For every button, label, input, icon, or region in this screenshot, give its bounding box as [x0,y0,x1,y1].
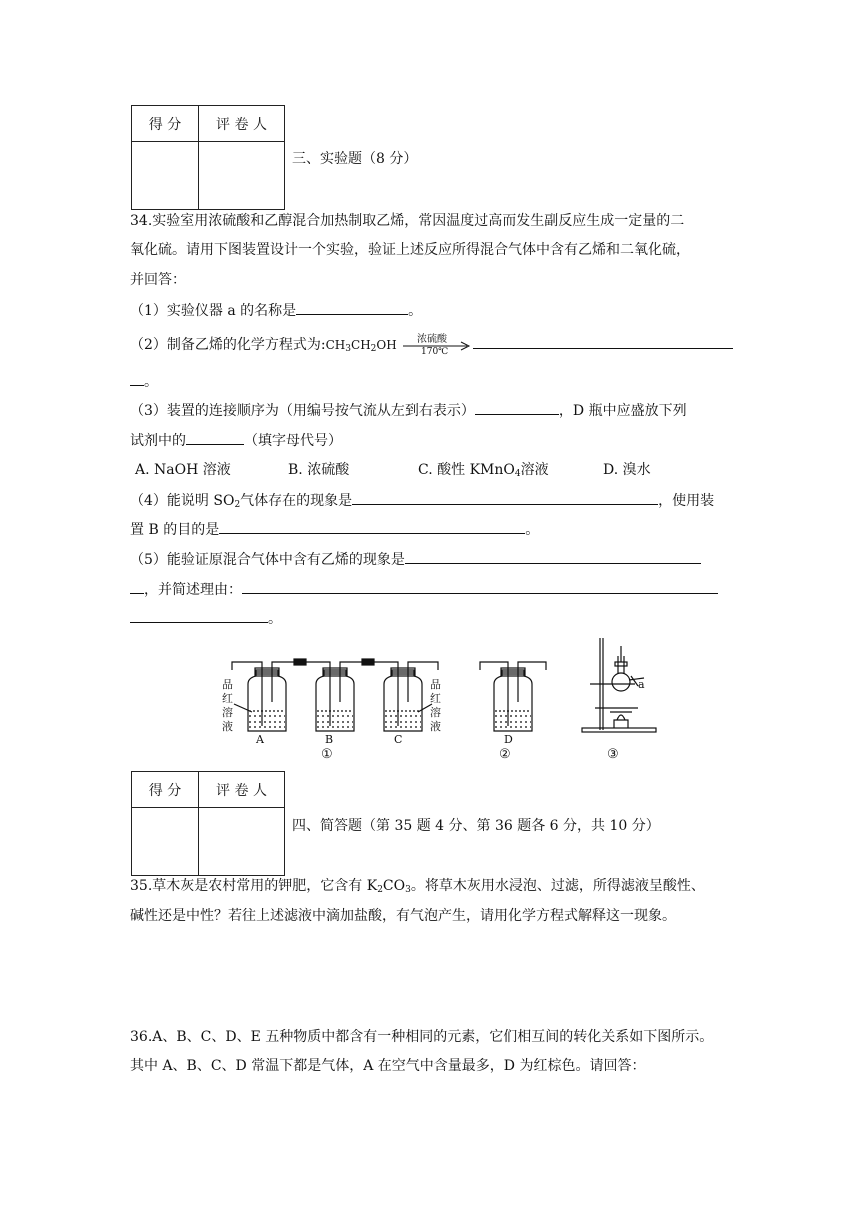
part1-end: 。 [408,303,423,319]
part2-end: 。 [144,374,158,390]
part5-blank-cont[interactable] [130,579,144,594]
part3-text: （3）装置的连接顺序为（用编号按气流从左到右表示） [130,403,475,419]
score-header: 得 分 [132,106,199,142]
label-bottle-a: A [256,733,264,746]
q34-part4-cont [130,519,539,540]
q36-line-1: 36.A、B、C、D、E 五种物质中都含有一种相同的元素，它们相互间的转化关系如下图所示。 [130,1029,714,1045]
part5-end: 。 [268,611,282,627]
part3-text-b: ，D 瓶中应盛放下列 [558,403,687,419]
part2-blank-cont[interactable] [130,371,144,386]
q34-intro-1: 34.实验室用浓硫酸和乙醇混合加热制取乙烯，常因温度过高而发生副反应生成一定量的二 [130,213,685,229]
part5-text: （5）能验证原混合气体中含有乙烯的现象是 [130,552,405,568]
generator-apparatus [582,638,656,732]
section-3-title: 三、实验题（8 分） [292,151,418,167]
q34-part5 [130,549,701,570]
q36-line-2: 其中 A、B、C、D 常温下都是气体，A 在空气中含量最多，D 为红棕色。请回答： [130,1058,646,1074]
score-cell [132,142,199,210]
q34-part1 [130,300,422,321]
q34-intro-2: 氧化硫。请用下图装置设计一个实验，验证上述反应所得混合气体中含有乙烯和二氧化硫， [130,242,690,258]
part4-text-c: ，使用装 [658,493,715,509]
q34-part3-cont [130,430,342,451]
part5-reason-blank[interactable] [242,579,718,594]
bottle-c [384,668,422,731]
part3-order-blank[interactable] [475,400,559,415]
bottle-d [480,662,546,731]
option-c: C. 酸性 KMnO$_4$溶液 [418,462,549,479]
label-pinhong-right-2: 红 [430,692,441,705]
arrow-condition-bottom: 170℃ [421,347,449,357]
label-bottle-c: C [394,733,403,746]
label-pinhong-left-4: 液 [222,720,233,733]
part3-text-c: 试剂中的 [130,433,186,449]
grader-cell-2 [199,808,285,876]
q35-line-2: 碱性还是中性？若往上述滤液中滴加盐酸，有气泡产生，请用化学方程式解释这一现象。 [130,908,676,924]
q34-part3 [130,400,687,421]
q34-part5-cont2 [130,608,282,629]
grader-header-2: 评 卷 人 [199,772,285,808]
part4-text: （4）能说明 SO [130,493,235,509]
score-table-1 [131,105,285,210]
score-cell-2 [132,808,199,876]
q34-part2-cont [130,371,158,392]
part2-blank[interactable] [473,334,733,349]
label-pinhong-right-3: 溶 [430,706,441,719]
q35-line-1: 35.草木灰是农村常用的钾肥，它含有 $K_2CO_3$。将草木灰用水浸泡、过滤，所得滤液呈酸性、 [130,878,705,895]
apparatus-figure [210,632,670,764]
grader-cell [199,142,285,210]
label-pinhong-left-3: 溶 [222,706,233,719]
part3-text-d: （填字母代号） [244,433,342,449]
bottle-b [316,668,354,731]
label-pinhong-left-2: 红 [222,692,233,705]
label-pinhong-right-4: 液 [430,720,441,733]
bottle-a [248,668,286,731]
option-d: D. 溴水 [603,462,651,478]
score-table-2 [131,771,285,876]
q34-part4: （4）能说明 $SO_2$气体存在的现象是 ，使用装 [130,490,714,515]
label-pinhong-left-1: 品 [222,678,233,691]
label-bottle-b: B [325,733,334,746]
option-b: B. 浓硫酸 [288,462,350,478]
part4-text-b: 气体存在的现象是 [240,493,353,509]
part4-purpose-blank[interactable] [219,519,525,534]
part5-text-b: ，并简述理由： [144,582,242,598]
arrow-condition-top: 浓硫酸 [417,334,447,345]
q34-intro-3: 并回答： [130,272,186,288]
part5-phenomenon-blank[interactable] [405,549,701,564]
score-header-2: 得 分 [132,772,199,808]
grader-header: 评 卷 人 [199,106,285,142]
label-pinhong-right-1: 品 [430,678,441,691]
part5-reason-blank-2[interactable] [130,608,268,623]
part1-text: （1）实验仪器 a 的名称是 [130,303,297,319]
ethanol-formula: $CH_3CH_2OH$ [325,338,397,354]
part4-phenomenon-blank[interactable] [352,490,658,505]
label-num-1: ① [321,747,333,762]
part1-blank[interactable] [296,300,408,315]
part4-text-d: 置 B 的目的是 [130,522,220,538]
reaction-arrow [403,330,471,360]
label-num-3: ③ [607,747,619,762]
part4-end: 。 [525,522,540,538]
label-num-2: ② [499,747,511,762]
label-bottle-d: D [504,733,513,746]
q34-part5-cont [130,579,718,600]
label-a: a [638,678,645,691]
part3-reagent-blank[interactable] [186,430,244,445]
q34-part2 [130,335,397,359]
section-4-title: 四、简答题（第 35 题 4 分、第 36 题各 6 分，共 10 分） [292,818,660,834]
part2-text: （2）制备乙烯的化学方程式为: [130,337,326,353]
option-a: A. NaOH 溶液 [135,462,231,478]
